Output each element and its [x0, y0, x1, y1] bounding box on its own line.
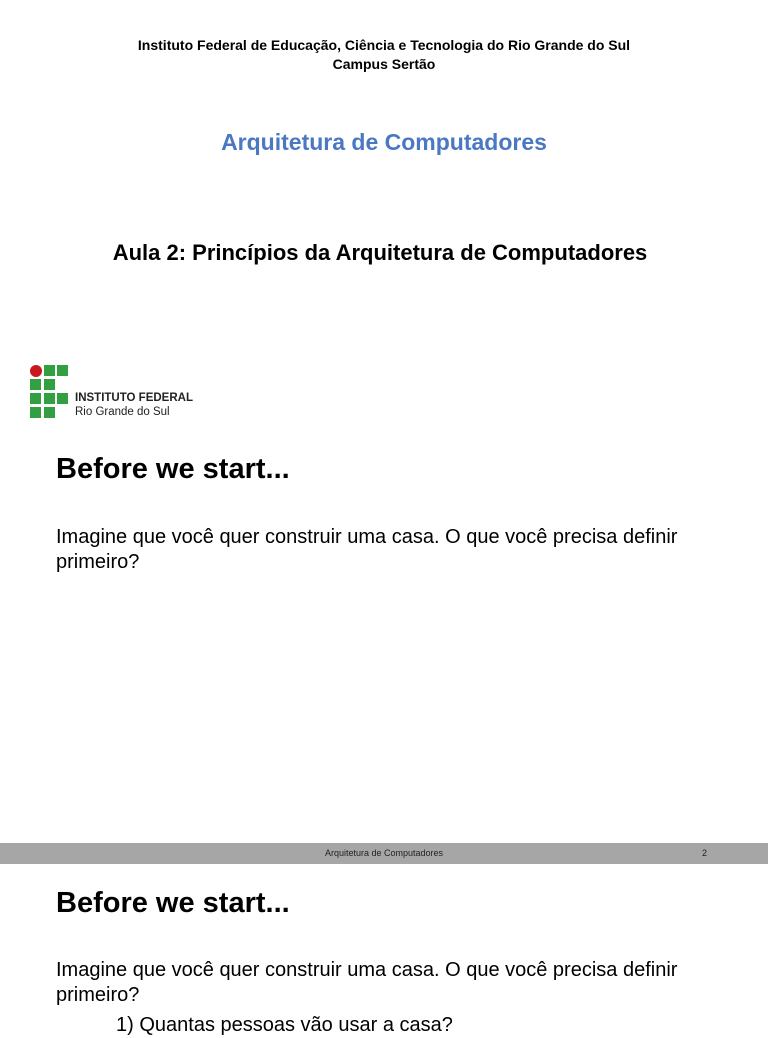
- logo-square: [30, 407, 41, 418]
- logo-square: [57, 393, 68, 404]
- footer-title: Arquitetura de Computadores: [324, 848, 444, 858]
- logo-text-state: Rio Grande do Sul: [75, 406, 170, 418]
- logo-text-institute: INSTITUTO FEDERAL: [75, 392, 193, 404]
- logo-square: [57, 365, 68, 376]
- logo-square: [30, 379, 41, 390]
- institution-name: Instituto Federal de Educação, Ciência e Tecnologia do Rio Grande do Sul: [137, 37, 631, 53]
- logo-square: [44, 365, 55, 376]
- slide-footer: [0, 843, 768, 864]
- slide-heading: Before we start...: [56, 887, 290, 919]
- logo-red-dot: [30, 365, 42, 377]
- campus-name: Campus Sertão: [332, 56, 436, 72]
- institute-logo: [30, 365, 200, 420]
- page-number: 2: [702, 848, 708, 858]
- logo-square: [44, 379, 55, 390]
- logo-square: [44, 393, 55, 404]
- slide-body: Imagine que você quer construir uma casa. O que você precisa definir primeiro?: [56, 526, 678, 573]
- slide-heading: Before we start...: [56, 453, 290, 485]
- logo-grid-icon: [30, 365, 70, 419]
- logo-square: [44, 407, 55, 418]
- course-title: Arquitetura de Computadores: [221, 129, 547, 155]
- list-item: 1) Quantas pessoas vão usar a casa?: [116, 1014, 453, 1036]
- logo-square: [30, 393, 41, 404]
- lesson-title: Aula 2: Princípios da Arquitetura de Computadores: [112, 240, 648, 265]
- slide-body: Imagine que você quer construir uma casa. O que você precisa definir primeiro?: [56, 959, 678, 1006]
